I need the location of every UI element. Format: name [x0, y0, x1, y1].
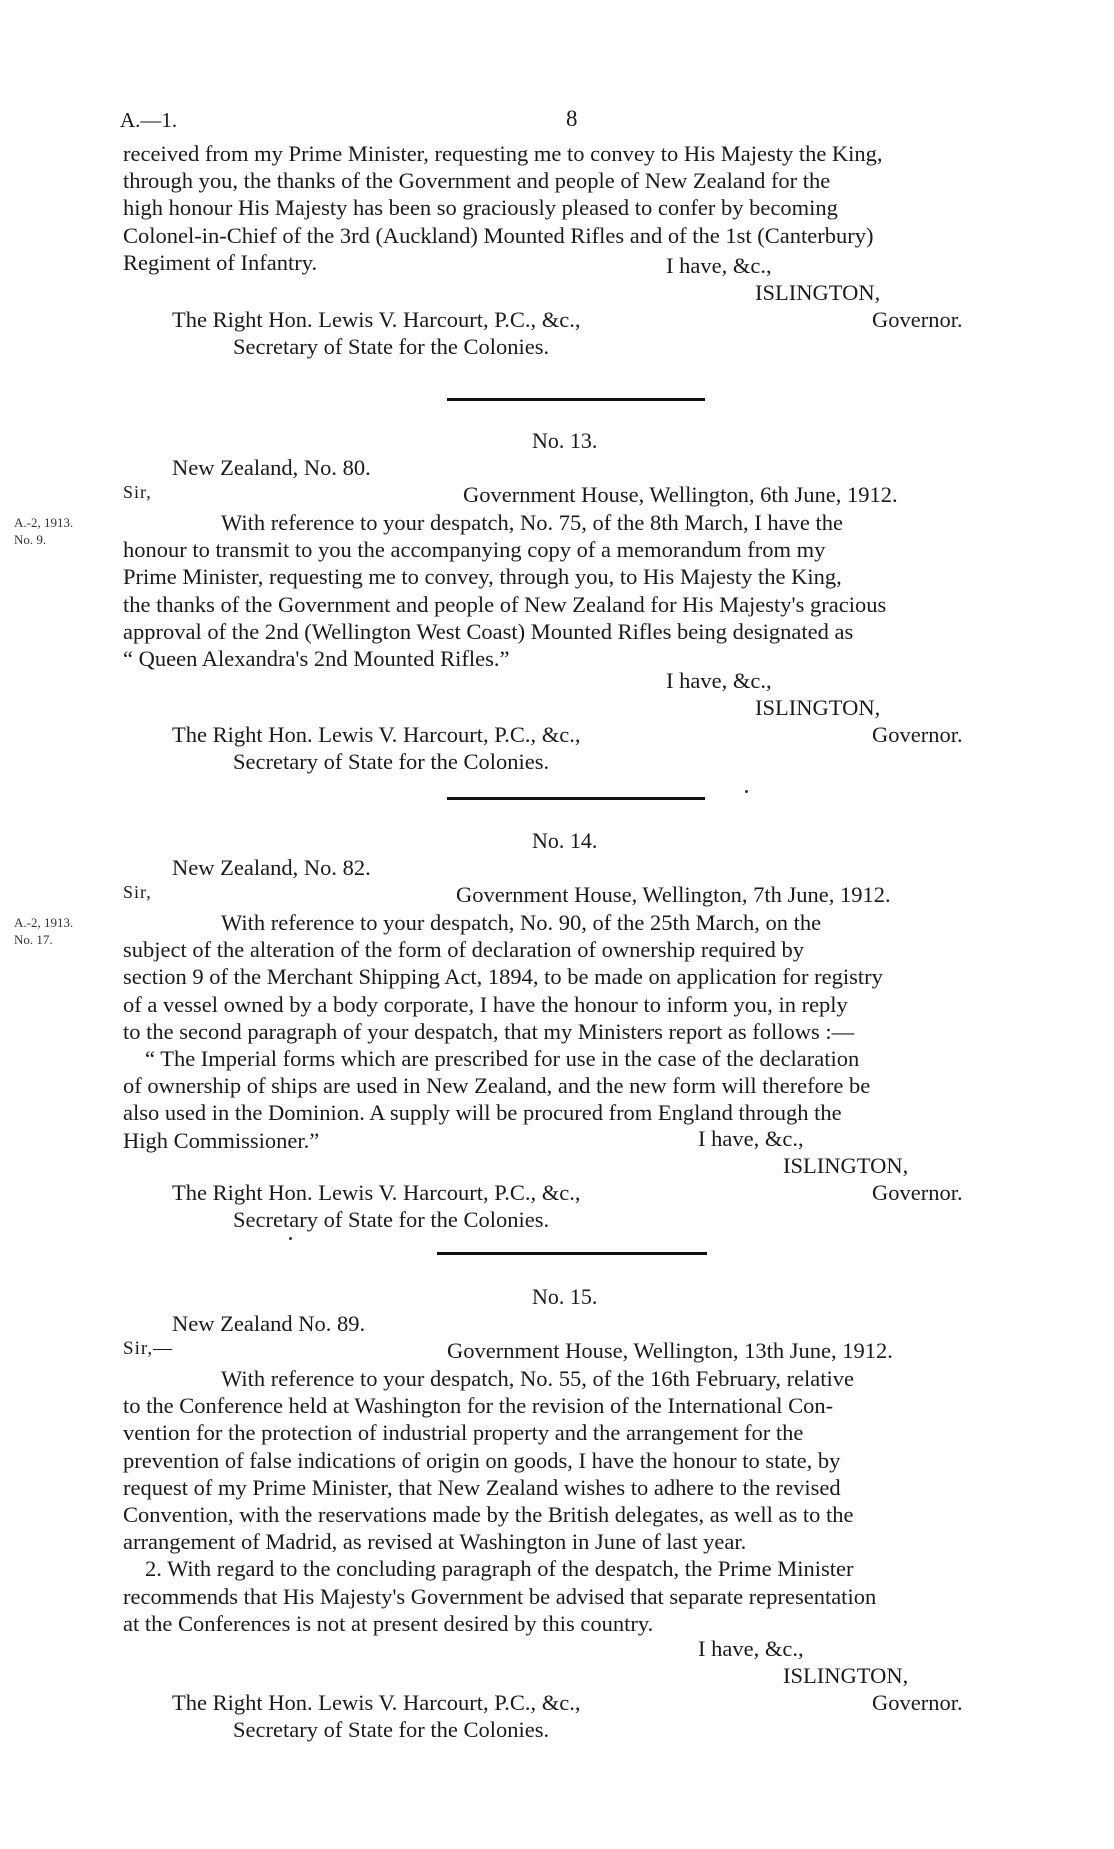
- salutation: Sir,: [123, 482, 152, 502]
- signer-title: Governor.: [872, 722, 963, 747]
- signer-title: Governor.: [872, 307, 963, 332]
- addressee-role: Secretary of State for the Colonies.: [233, 1207, 550, 1232]
- text-line: subject of the alteration of the form of declaration of ownership required by: [123, 937, 805, 963]
- section-paragraph: [123, 1365, 1026, 1637]
- ink-speck: [745, 790, 748, 793]
- addressee: The Right Hon. Lewis V. Harcourt, P.C., &c.,: [172, 307, 581, 332]
- text-line: 2. With regard to the concluding paragraph of the despatch, the Prime Minister: [145, 1556, 854, 1582]
- text-line: to the Conference held at Washington for the revision of the International Con-: [123, 1393, 834, 1419]
- place-date: Government House, Wellington, 7th June, 1912.: [456, 882, 891, 907]
- section-number: No. 15.: [532, 1284, 598, 1309]
- margin-note-line: A.-2, 1913.: [14, 915, 74, 930]
- margin-note: [14, 914, 73, 948]
- text-line: the thanks of the Government and people of New Zealand for His Majesty's gracious: [123, 591, 887, 617]
- text-line: approval of the 2nd (Wellington West Coast) Mounted Rifles being designated as: [123, 618, 854, 644]
- header-reference: A.—1.: [120, 108, 178, 132]
- section-divider: [447, 398, 705, 401]
- text-line: “ The Imperial forms which are prescribed for use in the case of the declaration: [145, 1046, 860, 1072]
- text-line: Colonel-in-Chief of the 3rd (Auckland) Mounted Rifles and of the 1st (Canterbury): [123, 222, 874, 248]
- addressee-role: Secretary of State for the Colonies.: [233, 1717, 550, 1742]
- text-line: Convention, with the reservations made by the British delegates, as well as to the: [123, 1502, 854, 1528]
- section-divider: [437, 1252, 707, 1255]
- signer-title: Governor.: [872, 1180, 963, 1205]
- closing: I have, &c.,: [698, 1126, 804, 1151]
- addressee-role: Secretary of State for the Colonies.: [233, 334, 550, 359]
- margin-note-line: No. 17.: [14, 932, 53, 947]
- closing: I have, &c.,: [666, 668, 772, 693]
- text-line: Prime Minister, requesting me to convey, through you, to His Majesty the King,: [123, 564, 842, 590]
- text-line: “ Queen Alexandra's 2nd Mounted Rifles.”: [123, 646, 510, 672]
- despatch-ref: New Zealand No. 89.: [172, 1311, 366, 1336]
- text-line: high honour His Majesty has been so graciously pleased to confer by becoming: [123, 195, 838, 221]
- signer: ISLINGTON,: [755, 280, 881, 305]
- signer-title: Governor.: [872, 1690, 963, 1715]
- text-line: section 9 of the Merchant Shipping Act, 1894, to be made on application for registry: [123, 964, 883, 990]
- text-line: through you, the thanks of the Government and people of New Zealand for the: [123, 168, 831, 194]
- margin-note: [14, 514, 73, 548]
- margin-note-line: A.-2, 1913.: [14, 515, 74, 530]
- intro-paragraph: [123, 140, 1026, 276]
- margin-note-line: No. 9.: [14, 532, 47, 547]
- section-number: No. 14.: [532, 828, 598, 853]
- text-line: With reference to your despatch, No. 75, of the 8th March, I have the: [221, 510, 843, 535]
- text-line: Regiment of Infantry.: [123, 249, 318, 275]
- closing: I have, &c.,: [698, 1636, 804, 1661]
- text-line: High Commissioner.”: [123, 1127, 320, 1153]
- section-divider: [447, 797, 705, 800]
- text-line: honour to transmit to you the accompanying copy of a memorandum from my: [123, 537, 826, 563]
- addressee-role: Secretary of State for the Colonies.: [233, 749, 550, 774]
- text-line: vention for the protection of industrial property and the arrangement for the: [123, 1420, 804, 1446]
- closing: I have, &c.,: [666, 253, 772, 278]
- text-line: also used in the Dominion. A supply will be procured from England through the: [123, 1100, 842, 1126]
- addressee: The Right Hon. Lewis V. Harcourt, P.C., &c.,: [172, 722, 581, 747]
- text-line: With reference to your despatch, No. 90, of the 25th March, on the: [221, 910, 822, 935]
- signer: ISLINGTON,: [783, 1153, 909, 1178]
- addressee: The Right Hon. Lewis V. Harcourt, P.C., &c.,: [172, 1690, 581, 1715]
- text-line: arrangement of Madrid, as revised at Washington in June of last year.: [123, 1529, 747, 1555]
- text-line: With reference to your despatch, No. 55, of the 16th February, relative: [221, 1366, 855, 1391]
- section-paragraph: [123, 909, 1026, 1154]
- text-line: request of my Prime Minister, that New Zealand wishes to adhere to the revised: [123, 1474, 841, 1500]
- text-line: of a vessel owned by a body corporate, I have the honour to inform you, in reply: [123, 991, 848, 1017]
- text-line: recommends that His Majesty's Government be advised that separate representation: [123, 1583, 877, 1609]
- signer: ISLINGTON,: [783, 1663, 909, 1688]
- despatch-ref: New Zealand, No. 82.: [172, 855, 371, 880]
- place-date: Government House, Wellington, 6th June, 1912.: [463, 482, 898, 507]
- signer: ISLINGTON,: [755, 695, 881, 720]
- place-date: Government House, Wellington, 13th June, 1912.: [447, 1338, 893, 1363]
- page-number: 8: [566, 106, 578, 131]
- salutation: Sir,—: [123, 1338, 174, 1359]
- section-paragraph: [123, 509, 1026, 672]
- section-number: No. 13.: [532, 428, 598, 453]
- text-line: at the Conferences is not at present desired by this country.: [123, 1610, 654, 1636]
- text-line: prevention of false indications of origin on goods, I have the honour to state, by: [123, 1447, 841, 1473]
- salutation: Sir,: [123, 882, 152, 902]
- text-line: to the second paragraph of your despatch, that my Ministers report as follows :—: [123, 1018, 855, 1044]
- text-line: received from my Prime Minister, requesting me to convey to His Majesty the King,: [123, 141, 883, 166]
- addressee: The Right Hon. Lewis V. Harcourt, P.C., &c.,: [172, 1180, 581, 1205]
- ink-speck: [289, 1237, 292, 1240]
- text-line: of ownership of ships are used in New Zealand, and the new form will therefore be: [123, 1073, 871, 1099]
- despatch-ref: New Zealand, No. 80.: [172, 455, 371, 480]
